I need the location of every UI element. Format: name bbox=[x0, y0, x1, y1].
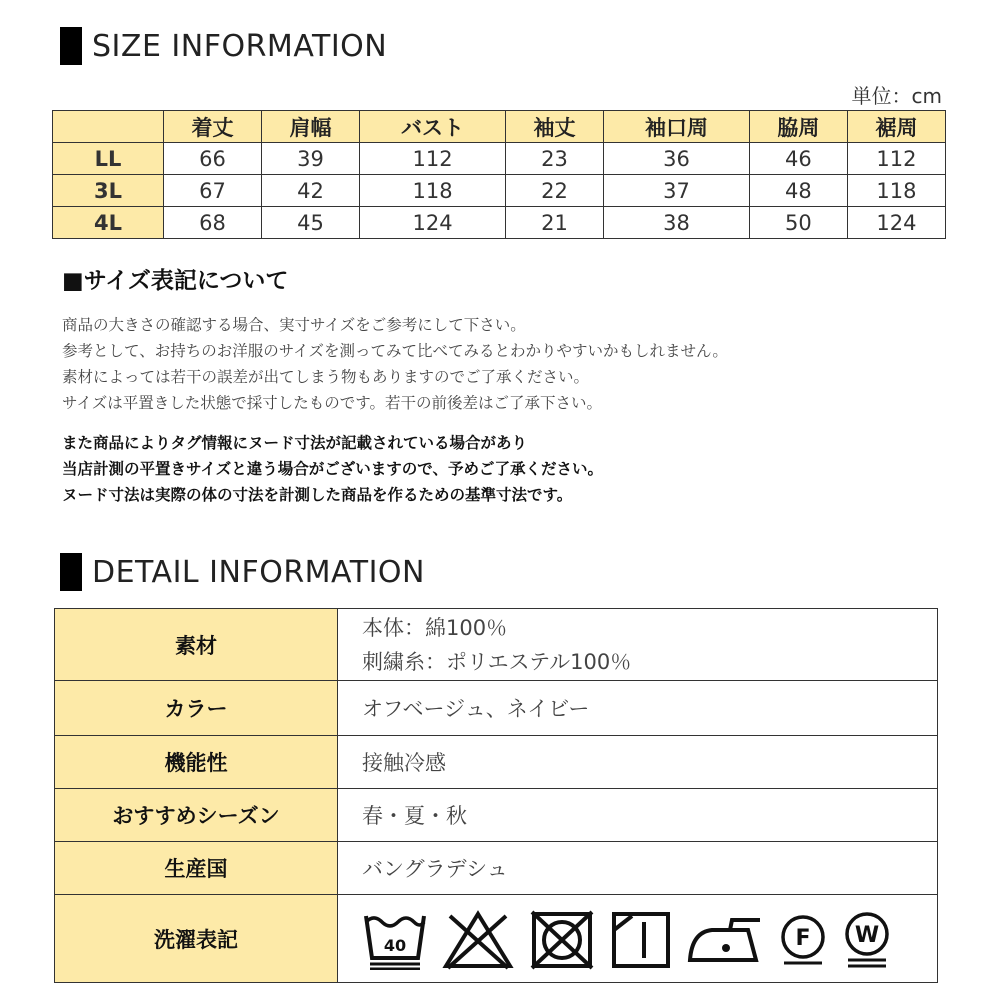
dry-clean-label: F bbox=[795, 925, 811, 951]
no-tumble-dry-icon bbox=[528, 908, 596, 970]
size-heading-text: SIZE INFORMATION bbox=[92, 28, 388, 64]
col-header: 裾周 bbox=[847, 111, 945, 143]
size-notes-title: ■サイズ表記について bbox=[62, 268, 289, 294]
size-cell: 22 bbox=[505, 175, 603, 207]
detail-row bbox=[55, 895, 938, 983]
note-bold-line: 当店計測の平置きサイズと違う場合がございますので、予めご了承ください。 bbox=[62, 460, 603, 478]
size-cell: 112 bbox=[847, 143, 945, 175]
size-cell: 112 bbox=[360, 143, 506, 175]
note-line: 商品の大きさの確認する場合、実寸サイズをご参考にして下さい。 bbox=[62, 316, 526, 334]
size-cell: 67 bbox=[164, 175, 262, 207]
wet-clean-label: W bbox=[854, 922, 880, 948]
detail-label: おすすめシーズン bbox=[55, 789, 338, 842]
line-dry-icon bbox=[610, 908, 672, 970]
detail-value-line: 刺繍糸：ポリエステル100％ bbox=[362, 649, 632, 674]
table-row bbox=[53, 207, 946, 239]
unit-label: 単位：cm bbox=[851, 84, 942, 108]
wash-40-icon bbox=[362, 908, 428, 970]
size-label: 3L bbox=[53, 175, 164, 207]
size-cell: 39 bbox=[262, 143, 360, 175]
no-bleach-icon bbox=[442, 908, 514, 970]
size-cell: 50 bbox=[749, 207, 847, 239]
size-cell: 48 bbox=[749, 175, 847, 207]
detail-value bbox=[338, 609, 938, 681]
detail-label: 洗濯表記 bbox=[55, 895, 338, 983]
col-header: 脇周 bbox=[749, 111, 847, 143]
size-cell: 118 bbox=[360, 175, 506, 207]
table-row bbox=[53, 175, 946, 207]
iron-low-icon bbox=[686, 908, 764, 970]
note-bold-line: また商品によりタグ情報にヌード寸法が記載されている場合があり bbox=[62, 434, 528, 452]
heading-bar bbox=[60, 27, 82, 65]
size-cell: 37 bbox=[604, 175, 750, 207]
detail-section-heading bbox=[60, 553, 425, 591]
size-cell: 36 bbox=[604, 143, 750, 175]
note-line: 素材によっては若干の誤差が出てしまう物もありますのでご了承ください。 bbox=[62, 368, 590, 386]
size-cell: 38 bbox=[604, 207, 750, 239]
detail-row bbox=[55, 736, 938, 789]
detail-row bbox=[55, 842, 938, 895]
size-cell: 42 bbox=[262, 175, 360, 207]
size-cell: 66 bbox=[164, 143, 262, 175]
detail-value: バングラデシュ bbox=[338, 842, 938, 895]
detail-row bbox=[55, 789, 938, 842]
size-cell: 23 bbox=[505, 143, 603, 175]
size-section-heading bbox=[60, 27, 387, 65]
detail-table bbox=[54, 608, 938, 983]
detail-value: 春・夏・秋 bbox=[338, 789, 938, 842]
detail-value: 接触冷感 bbox=[338, 736, 938, 789]
wet-clean-w-icon bbox=[842, 910, 892, 968]
size-cell: 21 bbox=[505, 207, 603, 239]
table-row bbox=[53, 143, 946, 175]
col-header: 袖丈 bbox=[505, 111, 603, 143]
col-header: 袖口周 bbox=[604, 111, 750, 143]
size-cell: 124 bbox=[360, 207, 506, 239]
care-icons-cell bbox=[338, 895, 938, 983]
size-label: LL bbox=[53, 143, 164, 175]
corner-cell bbox=[53, 111, 164, 143]
size-notes bbox=[62, 312, 728, 416]
detail-label: 機能性 bbox=[55, 736, 338, 789]
wash-temp-label: 40 bbox=[383, 935, 407, 955]
size-cell: 68 bbox=[164, 207, 262, 239]
size-cell: 46 bbox=[749, 143, 847, 175]
detail-label: カラー bbox=[55, 681, 338, 736]
note-line: 参考として、お持ちのお洋服のサイズを測ってみて比べてみるとわかりやすいかもしれません。 bbox=[62, 342, 728, 360]
detail-label: 生産国 bbox=[55, 842, 338, 895]
size-cell: 118 bbox=[847, 175, 945, 207]
heading-bar bbox=[60, 553, 82, 591]
col-header: 肩幅 bbox=[262, 111, 360, 143]
size-cell: 45 bbox=[262, 207, 360, 239]
care-icons bbox=[362, 908, 937, 970]
note-line: サイズは平置きした状態で採寸したものです。若干の前後差はご了承下さい。 bbox=[62, 394, 603, 412]
size-table bbox=[52, 110, 946, 239]
dry-clean-f-icon bbox=[778, 913, 828, 965]
size-notes-bold bbox=[62, 430, 603, 508]
col-header: 着丈 bbox=[164, 111, 262, 143]
detail-row bbox=[55, 609, 938, 681]
size-label: 4L bbox=[53, 207, 164, 239]
col-header: バスト bbox=[360, 111, 506, 143]
detail-value-line: 本体：綿100％ bbox=[362, 615, 508, 640]
detail-label: 素材 bbox=[55, 609, 338, 681]
detail-heading-text: DETAIL INFORMATION bbox=[92, 554, 425, 590]
size-table-header bbox=[53, 111, 946, 143]
detail-value: オフベージュ、ネイビー bbox=[338, 681, 938, 736]
size-cell: 124 bbox=[847, 207, 945, 239]
detail-row bbox=[55, 681, 938, 736]
note-bold-line: ヌード寸法は実際の体の寸法を計測した商品を作るための基準寸法です。 bbox=[62, 486, 573, 504]
